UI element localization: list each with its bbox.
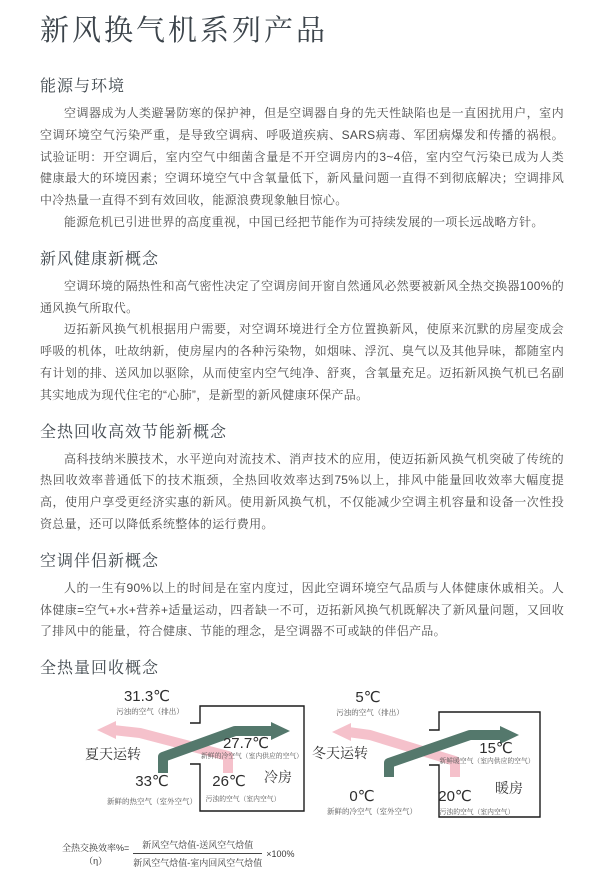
section-heading: 空调伴侣新概念 — [40, 552, 160, 570]
formula-eta-symbol: （η） — [84, 855, 108, 866]
formula-fraction — [133, 838, 262, 869]
summer-room-label: 冷房 — [264, 769, 292, 786]
winter-outdoor-label: 新鲜的冷空气（室外空气） — [327, 807, 417, 817]
summer-supply-label: 新鲜的冷空气（室内供应的空气） — [201, 753, 303, 761]
winter-supply-temp: 15℃ — [479, 740, 513, 758]
winter-operation-diagram — [310, 685, 575, 820]
formula-multiplier: ×100% — [266, 848, 295, 859]
section-heading: 全热回收高效节能新概念 — [40, 423, 228, 441]
paragraph: 高科技纳米膜技术，水平逆向对流技术、消声技术的应用，使迈拓新风换气机突破了传统的热回收效率普通低下的技术瓶颈，全热回收效率达到75%以上，排风中能量回收效率大幅度提高，使用户享受更经济实惠的新风。使用新风换气机，不仅能减少空调主机容量和设备一次性投资总量，还可以降低系统整体的运行费用。 — [40, 451, 564, 531]
winter-exhaust-arrowhead-icon — [332, 723, 351, 741]
summer-operation-diagram — [45, 685, 310, 820]
summer-exhaust-label: 污浊的空气（排出） — [116, 707, 184, 717]
section-heat-recovery-efficiency — [40, 419, 564, 536]
page-title: 新风换气机系列产品 — [40, 15, 329, 47]
paragraph: 空调环境的隔热性和高气密性决定了空调房间开窗自然通风必然要被新风全热交换器100%的通风换气所取代。 — [40, 278, 564, 315]
formula-denominator: 新风空气焓值-室内回风空气焓值 — [133, 858, 263, 869]
winter-supply-label: 新鲜暖空气（室内供应的空气） — [439, 758, 535, 766]
summer-exhaust-temp: 31.3℃ — [123, 688, 171, 706]
paragraph: 迈拓新风换气机根据用户需要，对空调环境进行全方位置换新风，使原来沉默的房屋变成会呼吸的机体，吐故纳新，使房屋内的各种污染物，如烟味、浮沉、臭气以及其他异味，都随室内有计划的排、送风加以驱除，从而使室内空气纯净、舒爽，含氧量充足。迈拓新风换气机已名副其实地成为现代住宅的“心肺”，是新型的新风健康环保产品。 — [40, 322, 564, 402]
summer-exhaust-arrowhead-icon — [97, 721, 116, 739]
paragraph: 空调器成为人类避暑防寒的保护神，但是空调器自身的先天性缺陷也是一直困扰用户，室内空调环境空气污染严重，是导致空调病、呼吸道疾病、SARS病毒、军团病爆发和传播的祸根。试验证明：开空调后，室内空气中细菌含量是不开空调房内的3~4倍，室内空气污染已成为人类健康最大的环境因素；空调环境空气中含氧量低下，新风量问题一直得不到彻底解决；空调排风中冷热量一直得不到有效回收，能源浪费现象触目惊心。 — [40, 106, 564, 208]
winter-return-temp: 20℃ — [438, 788, 472, 806]
winter-outdoor-temp: 0℃ — [349, 788, 375, 806]
winter-mode-label: 冬天运转 — [312, 745, 368, 762]
heat-recovery-diagrams — [45, 685, 564, 820]
formula-lhs — [62, 841, 129, 867]
formula-numerator: 新风空气焓值-送风空气焓值 — [133, 838, 262, 854]
heat-exchange-efficiency-formula — [62, 838, 564, 869]
formula-lhs-label: 全热交换效率%= — [62, 842, 130, 853]
section-heading: 全热量回收概念 — [40, 660, 160, 678]
section-energy-environment — [40, 73, 564, 234]
paragraph: 人的一生有90%以上的时间是在室内度过，因此空调环境空气品质与人体健康休戚相关。人体健康=空气+水+营养+适量运动，四者缺一不可，迈拓新风换气机既解决了新风量问题，又回收了排风中的能量，符合健康、节能的理念，是空调器不可或缺的伴侣产品。 — [40, 580, 564, 639]
winter-exhaust-label: 污浊的空气（排出） — [336, 708, 404, 718]
section-heading: 能源与环境 — [40, 78, 126, 95]
section-total-heat-recovery — [40, 655, 564, 678]
summer-return-temp: 26℃ — [212, 773, 246, 791]
summer-fresh-arrowhead-icon — [271, 722, 290, 740]
winter-room-label: 暖房 — [495, 780, 523, 797]
winter-exhaust-temp: 5℃ — [355, 689, 381, 707]
summer-outdoor-label: 新鲜的热空气（室外空气） — [107, 797, 197, 807]
summer-mode-label: 夏天运转 — [85, 746, 141, 763]
summer-supply-temp: 27.7℃ — [222, 735, 270, 753]
section-fresh-air-health — [40, 246, 564, 407]
section-ac-companion — [40, 548, 564, 643]
section-heading: 新风健康新概念 — [40, 250, 160, 268]
paragraph: 能源危机已引进世界的高度重视，中国已经把节能作为可持续发展的一项长远战略方针。 — [64, 214, 544, 229]
summer-return-label: 污浊的空气（室内空气） — [205, 796, 281, 804]
winter-return-label: 污浊的空气（室内空气） — [439, 809, 515, 817]
summer-outdoor-temp: 33℃ — [135, 773, 169, 791]
